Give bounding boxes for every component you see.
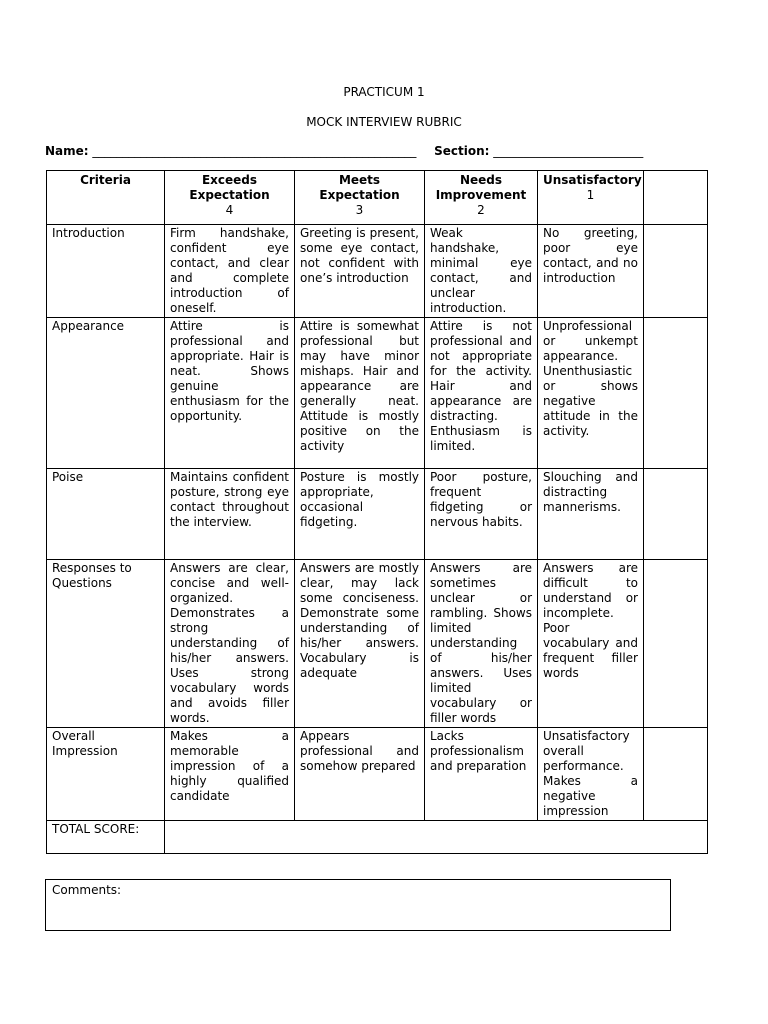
- exceeds-cell: Attire is professional and appropriate. Hair is neat. Shows genuine enthusiasm for the opportunity.: [165, 318, 295, 469]
- needs-cell: Lacks professionalism and preparation: [425, 728, 538, 821]
- document-subtitle: MOCK INTERVIEW RUBRIC: [306, 115, 462, 129]
- section-blank[interactable]: _________________________: [493, 144, 644, 158]
- header-meets: Meets Expectation 3: [295, 171, 425, 225]
- name-label: Name:: [45, 144, 89, 158]
- criteria-cell: Introduction: [47, 225, 165, 318]
- header-criteria: Criteria: [47, 171, 165, 225]
- total-score-field[interactable]: [165, 821, 708, 854]
- header-empty: [644, 171, 708, 225]
- meets-cell: Answers are mostly clear, may lack some conciseness. Demonstrate some understanding of his/her answers. Vocabulary is adequate: [295, 560, 425, 728]
- criteria-cell: Appearance: [47, 318, 165, 469]
- criteria-cell: Responses to Questions: [47, 560, 165, 728]
- meets-cell: Attire is somewhat professional but may have minor mishaps. Hair and appearance are generally neat. Attitude is mostly positive on the activity: [295, 318, 425, 469]
- unsatisfactory-cell: Answers are difficult to understand or incomplete. Poor vocabulary and frequent filler words: [538, 560, 644, 728]
- exceeds-cell: Firm handshake, confident eye contact, and clear and complete introduction of oneself.: [165, 225, 295, 318]
- exceeds-cell: Makes a memorable impression of a highly qualified candidate: [165, 728, 295, 821]
- needs-cell: Answers are sometimes unclear or rambling. Shows limited understanding of his/her answers. Uses limited vocabulary or filler words: [425, 560, 538, 728]
- needs-cell: Poor posture, frequent fidgeting or nervous habits.: [425, 469, 538, 560]
- meets-cell: Appears professional and somehow prepared: [295, 728, 425, 821]
- table-row: [47, 469, 708, 560]
- needs-cell: Attire is not professional and not appropriate for the activity. Hair and appearance are distracting. Enthusiasm is limited.: [425, 318, 538, 469]
- header-unsatisfactory: Unsatisfactory 1: [538, 171, 644, 225]
- table-row: [47, 560, 708, 728]
- name-blank[interactable]: ______________________________________________________: [92, 144, 417, 158]
- unsatisfactory-cell: Slouching and distracting mannerisms.: [538, 469, 644, 560]
- criteria-cell: Overall Impression: [47, 728, 165, 821]
- comments-box[interactable]: [45, 879, 671, 931]
- score-cell[interactable]: [644, 560, 708, 728]
- name-section-line: [45, 144, 643, 158]
- comments-label: Comments:: [52, 883, 122, 897]
- score-cell[interactable]: [644, 225, 708, 318]
- section-label: Section:: [434, 144, 490, 158]
- unsatisfactory-cell: No greeting, poor eye contact, and no introduction: [538, 225, 644, 318]
- total-score-row: [47, 821, 708, 854]
- score-cell[interactable]: [644, 318, 708, 469]
- rubric-table: [46, 170, 708, 854]
- criteria-cell: Poise: [47, 469, 165, 560]
- unsatisfactory-cell: Unsatisfactory overall performance. Makes a negative impression: [538, 728, 644, 821]
- table-row: [47, 728, 708, 821]
- exceeds-cell: Maintains confident posture, strong eye contact throughout the interview.: [165, 469, 295, 560]
- score-cell[interactable]: [644, 728, 708, 821]
- needs-cell: Weak handshake, minimal eye contact, and unclear introduction.: [425, 225, 538, 318]
- meets-cell: Posture is mostly appropriate, occasional fidgeting.: [295, 469, 425, 560]
- table-row: [47, 318, 708, 469]
- table-header-row: [47, 171, 708, 225]
- header-needs: Needs Improvement 2: [425, 171, 538, 225]
- total-score-label: TOTAL SCORE:: [47, 821, 165, 854]
- document-title: PRACTICUM 1: [343, 85, 425, 99]
- unsatisfactory-cell: Unprofessional or unkempt appearance. Unenthusiastic or shows negative attitude in the activity.: [538, 318, 644, 469]
- score-cell[interactable]: [644, 469, 708, 560]
- table-row: [47, 225, 708, 318]
- header-exceeds: Exceeds Expectation 4: [165, 171, 295, 225]
- exceeds-cell: Answers are clear, concise and well-organized. Demonstrates a strong understanding of his/her answers. Uses strong vocabulary words and avoids filler words.: [165, 560, 295, 728]
- meets-cell: Greeting is present, some eye contact, not confident with one’s introduction: [295, 225, 425, 318]
